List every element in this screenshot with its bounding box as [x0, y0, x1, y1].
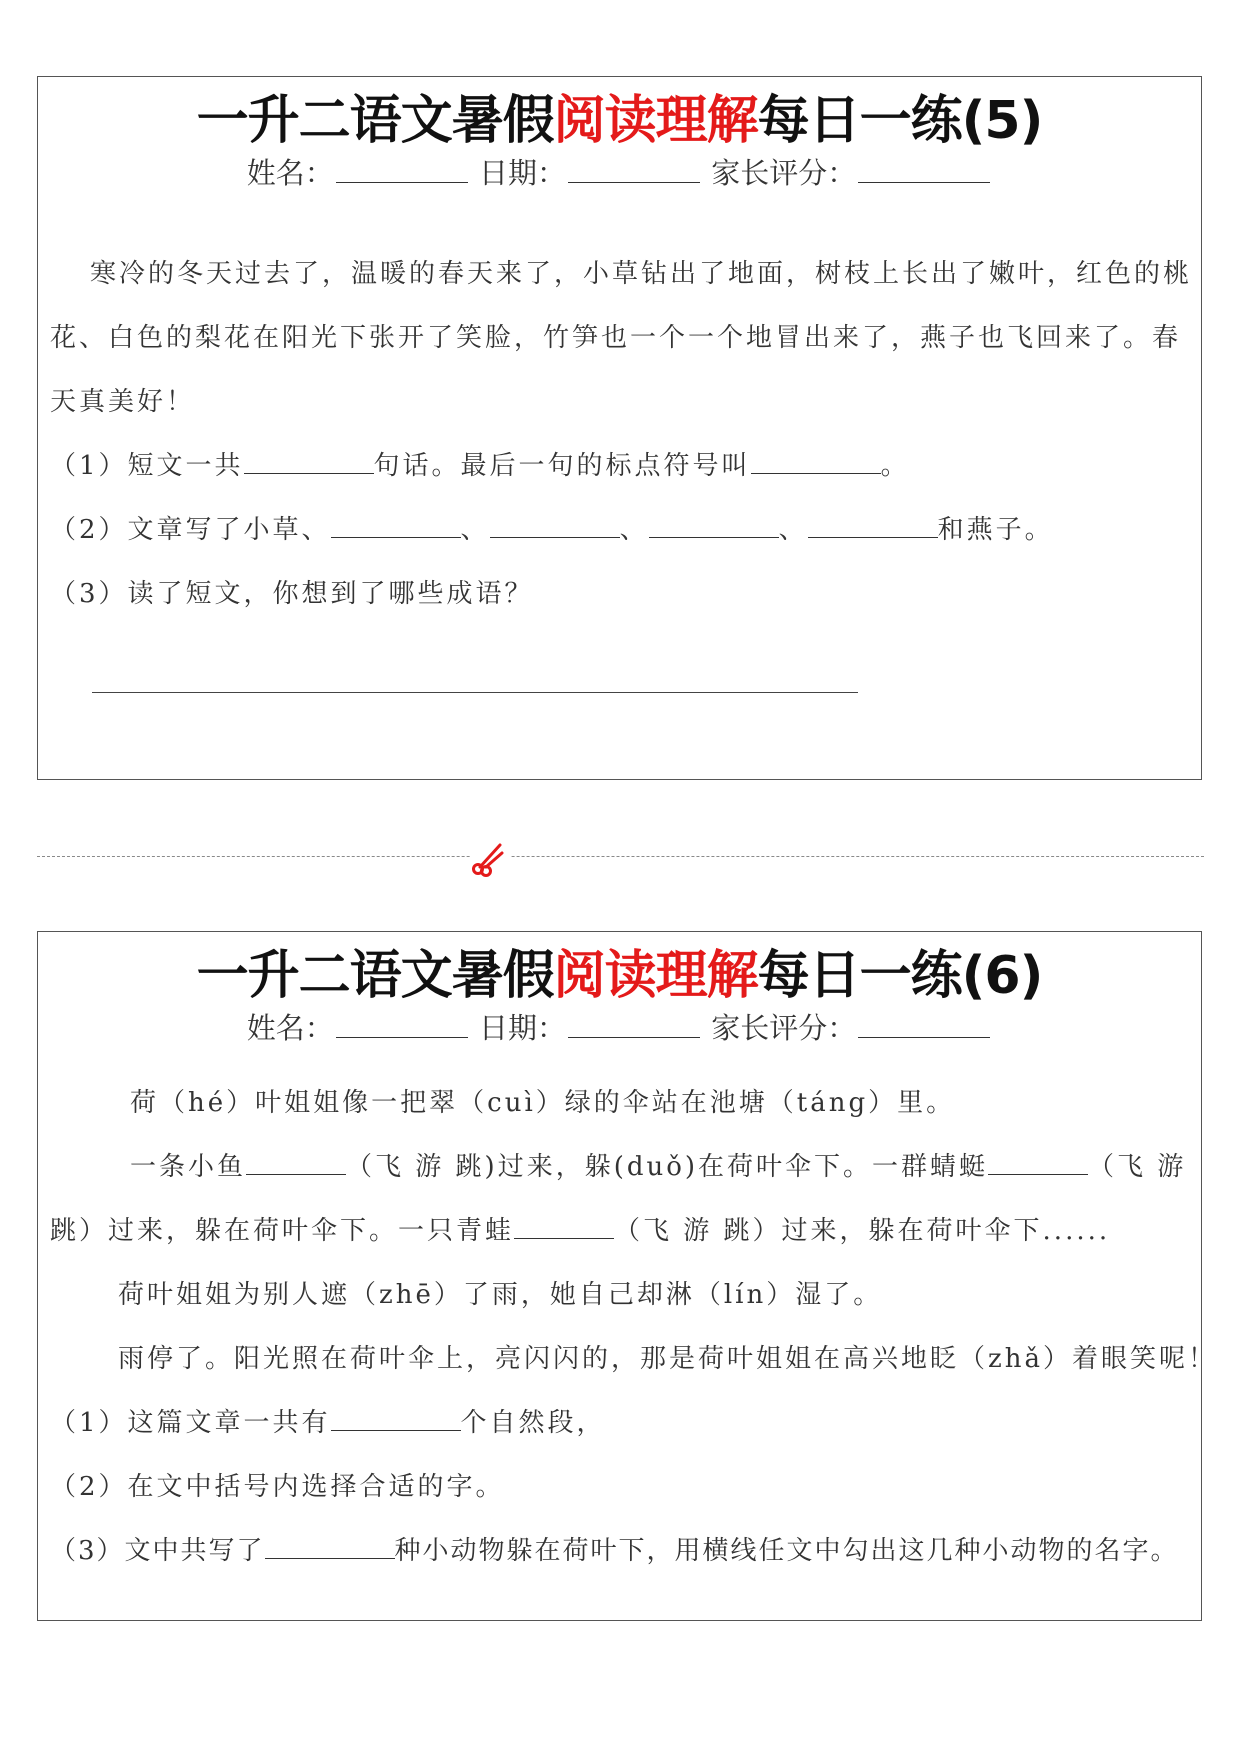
title-part: 一升二语文暑假 [196, 946, 554, 1006]
score-blank[interactable] [858, 1009, 990, 1038]
question-3 [50, 1530, 1179, 1567]
passage-line: 花、白色的梨花在阳光下张开了笑脸，竹笋也一个一个地冒出来了，燕子也飞回来了。春 [50, 323, 1182, 353]
name-label: 姓名： [246, 156, 334, 190]
passage-line: 雨停了。阳光照在荷叶伞上，亮闪闪的，那是荷叶姐姐在高兴地眨（zhǎ）着眼笑呢！ [118, 1344, 1217, 1374]
score-label: 家长评分： [711, 1011, 857, 1045]
question-text: 和燕子。 [937, 515, 1054, 545]
name-blank[interactable] [336, 154, 468, 183]
student-info-row [38, 153, 1201, 193]
question-text: 句话。最后一句的标点符号叫 [373, 451, 751, 481]
answer-blank[interactable] [649, 513, 779, 538]
answer-blank[interactable] [331, 1406, 461, 1431]
date-blank[interactable] [568, 154, 700, 183]
worksheet-5 [37, 76, 1202, 780]
question-text: （3）文中共写了 [50, 1536, 265, 1566]
answer-line[interactable] [92, 692, 858, 693]
separator: 、 [460, 515, 490, 545]
question-text: 个自然段， [460, 1408, 606, 1438]
passage-line: 荷叶姐姐为别人遮（zhē）了雨，她自己却淋（lín）湿了。 [118, 1280, 883, 1310]
passage-line: 天真美好！ [50, 387, 196, 417]
passage-line [130, 1146, 1186, 1183]
student-info-row [38, 1008, 1201, 1048]
passage-text: 一条小鱼 [130, 1152, 247, 1182]
date-blank[interactable] [568, 1009, 700, 1038]
date-label: 日期： [478, 1011, 566, 1045]
separator: 、 [778, 515, 808, 545]
question-3: （3）读了短文，你想到了哪些成语？ [50, 579, 534, 609]
passage-text: （飞 游 跳)过来，躲(duǒ)在荷叶伞下。一群蜻蜓 [346, 1152, 989, 1182]
question-text: 种小动物躲在荷叶下，用横线任文中勾出这几种小动物的名字。 [394, 1536, 1179, 1566]
separator: 、 [619, 515, 649, 545]
question-text: （2）文章写了小草、 [50, 515, 331, 545]
question-text: （1）短文一共 [50, 451, 244, 481]
passage-text: （飞 游 跳）过来，躲在荷叶伞下...... [614, 1216, 1111, 1246]
passage-text: （飞 游 [1088, 1152, 1187, 1182]
worksheet-6 [37, 931, 1217, 1621]
answer-blank[interactable] [514, 1214, 614, 1239]
passage-text: 跳）过来，躲在荷叶伞下。一只青蛙 [50, 1216, 515, 1246]
cut-line [37, 856, 1204, 857]
title-highlight: 阅读理解 [553, 91, 758, 151]
worksheet-title [38, 944, 1201, 1008]
name-label: 姓名： [246, 1011, 334, 1045]
question-2 [50, 509, 1054, 546]
score-label: 家长评分： [711, 156, 857, 190]
name-blank[interactable] [336, 1009, 468, 1038]
question-1 [50, 1402, 606, 1439]
passage-line: 寒冷的冬天过去了，温暖的春天来了，小草钻出了地面，树枝上长出了嫩叶，红色的桃 [90, 259, 1193, 289]
question-text: （1）这篇文章一共有 [50, 1408, 331, 1438]
title-part: 一升二语文暑假 [196, 91, 554, 151]
passage-line: 荷（hé）叶姐姐像一把翠（cuì）绿的伞站在池塘（táng）里。 [130, 1088, 956, 1118]
answer-blank[interactable] [751, 449, 881, 474]
scissors-icon [470, 837, 510, 877]
passage-line [50, 1210, 1110, 1247]
answer-blank[interactable] [265, 1534, 395, 1559]
title-highlight: 阅读理解 [553, 946, 758, 1006]
score-blank[interactable] [858, 154, 990, 183]
worksheet-title [38, 89, 1201, 153]
date-label: 日期： [478, 156, 566, 190]
answer-blank[interactable] [244, 449, 374, 474]
answer-blank[interactable] [246, 1150, 346, 1175]
answer-blank[interactable] [490, 513, 620, 538]
title-part: 每日一练(6) [757, 946, 1043, 1006]
question-2: （2）在文中括号内选择合适的字。 [50, 1472, 505, 1502]
answer-blank[interactable] [988, 1150, 1088, 1175]
answer-blank[interactable] [808, 513, 938, 538]
title-part: 每日一练(5) [757, 91, 1043, 151]
answer-blank[interactable] [331, 513, 461, 538]
question-text: 。 [880, 451, 910, 481]
question-1 [50, 445, 910, 482]
